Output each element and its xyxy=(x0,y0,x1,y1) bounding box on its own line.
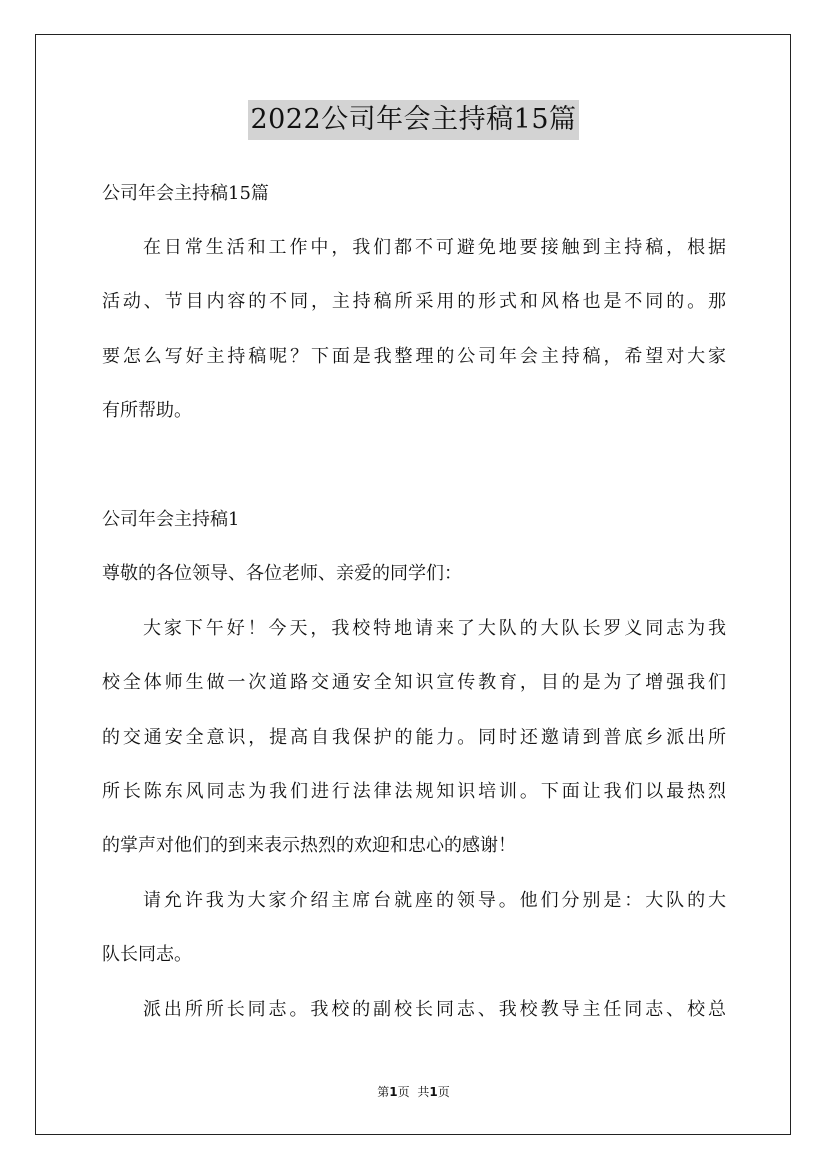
title-wrap xyxy=(0,100,827,140)
footer-page-prefix: 第 xyxy=(377,1085,390,1099)
paragraph-line: 大家下午好！今天，我校特地请来了大队的大队长罗义同志为我 xyxy=(143,618,726,639)
paragraph-line: 的交通安全意识，提高自我保护的能力。同时还邀请到普底乡派出所 xyxy=(102,727,726,748)
section-heading: 公司年会主持稿1 xyxy=(102,509,240,530)
page-footer xyxy=(0,1083,827,1100)
paragraph-line: 有所帮助。 xyxy=(102,400,192,421)
footer-total-prefix: 共 xyxy=(417,1085,430,1099)
paragraph-line: 校全体师生做一次道路交通安全知识宣传教育，目的是为了增强我们 xyxy=(102,672,726,693)
footer-total-pages: 1 xyxy=(429,1085,438,1099)
paragraph-line: 派出所所长同志。我校的副校长同志、我校教导主任同志、校总 xyxy=(143,999,726,1020)
paragraph-line: 所长陈东风同志为我们进行法律法规知识培训。下面让我们以最热烈 xyxy=(102,781,726,802)
paragraph-line: 在日常生活和工作中，我们都不可避免地要接触到主持稿，根据 xyxy=(143,237,726,258)
paragraph-line: 要怎么写好主持稿呢？下面是我整理的公司年会主持稿，希望对大家 xyxy=(102,346,726,367)
paragraph-line: 请允许我为大家介绍主席台就座的领导。他们分别是：大队的大 xyxy=(143,890,726,911)
paragraph-line: 的掌声对他们的到来表示热烈的欢迎和忠心的感谢！ xyxy=(102,835,516,856)
paragraph-line: 活动、节目内容的不同，主持稿所采用的形式和风格也是不同的。那 xyxy=(102,291,726,312)
paragraph-line: 队长同志。 xyxy=(102,944,192,965)
document-title: 2022公司年会主持稿15篇 xyxy=(248,100,578,140)
footer-page-number: 1 xyxy=(389,1085,398,1099)
footer-page-unit: 页 xyxy=(397,1085,410,1099)
section-heading: 公司年会主持稿15篇 xyxy=(102,183,269,204)
footer-total-unit: 页 xyxy=(437,1085,450,1099)
salutation-line: 尊敬的各位领导、各位老师、亲爱的同学们： xyxy=(102,563,462,584)
